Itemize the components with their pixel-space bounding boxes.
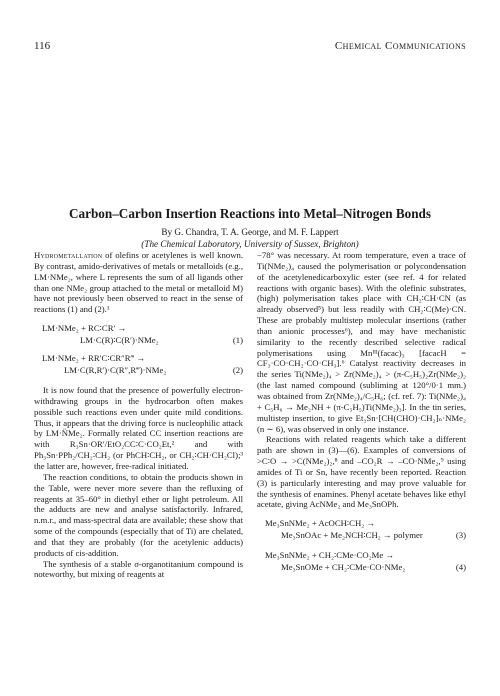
equation-1-number: (1): [232, 335, 243, 346]
equation-1-line-2: LM·C(R)∶C(R′)·NMe₂ (1): [80, 335, 243, 346]
equation-3-number: (3): [455, 530, 466, 541]
equation-2-line-1: LM·NMe₂ + RR′C∶CR″R‴ →: [42, 353, 146, 364]
equation-4-number: (4): [455, 562, 466, 573]
article-title: Carbon–Carbon Insertion Reactions into Metal–Nitrogen Bonds: [68, 206, 432, 221]
equation-3-line-2: Me₃SnOAc + Me₂NCH∶CH₂ → polymer (3): [281, 530, 466, 541]
article-affiliation: (The Chemical Laboratory, University of Sussex, Brighton): [141, 239, 359, 249]
article-heading: [34, 206, 466, 249]
page-header: [34, 40, 466, 56]
intro-lead-word: Hydrometallation: [34, 250, 103, 260]
article-authors: By G. Chandra, T. A. George, and M. F. Lappert: [161, 227, 339, 237]
equation-4-line-2: Me₃SnOMe + CH₂∶CMe·CO·NMe₂ (4): [281, 562, 466, 573]
paragraph-4: The synthesis of a stable σ-organotitanium compound is noteworthy, but mixing of reagents at: [34, 558, 243, 580]
paragraph-2: It is now found that the presence of powerfully electron-withdrawing groups in the hydrocarbon often makes possible such reactions even under quite mild conditions. Thus, it appears that the driving force is nucleophilic attack by LM·N̈Me₂. Formally related CC insertion reactions are with R₃Sn·OR′/EtO₂CC∶C·CO₂Et,² and with Ph₃Sn·PPh₂/CH₂∶CH₂ (or PhCH∶CH₂, or CH₂∶CH·CH₂Cl);³ the latter are, however, free-radical initiated.: [34, 385, 243, 471]
journal-name: Chemical Communications: [334, 40, 466, 52]
equation-4-line-1: Me₃SnNMe₂ + CH₂∶CMe·CO₂Me →: [265, 550, 395, 561]
paragraph-continued: −78° was necessary. At room temperature, even a trace of Ti(NMe₂)₄ caused the polymerisation or polycondensation of the acetylenedicarboxylic ester (see ref. 4 for related reactions with organic bases). With the olefinic substrates, (high) polymerisation takes place with CH₂∶CH·CN (as already observed⁵) but less readily with CH₂∶C(Me)·CN. These are probably multistep molecular insertions (rather than anionic processes⁶), and may have mechanistic similarity to the recently described selective radical polymerisations using Mnᴵᴵᴵ(facac)₃ [facacH = CF₃·CO·CH₂·CO·CH₃].⁶ Catalyst reactivity decreases in the series Ti(NMe₂)₄ > Zr(NMe₂)₄ > (π-C₅H₅)₂Zr(NMe₂)₂ (the last named compound (subliming at 120°/0·1 mm.) was obtained from Zr(NMe₂)₄/C₅H₆; (cf. ref. 7): Ti(NMe₂)₄ + C₅H₆ → Me₂NH + (π-C₅H₅)Ti(NMe₂)₃]. In the tin series, multistep insertion, to give Et₃Sn·[CH(CHO)·CH₂]ₙ·NMe₂ (n ∼ 6), was observed in only one instance.: [257, 250, 466, 434]
equation-1-line-1: LM·NMe₂ + RC∶CR′ →: [42, 323, 127, 334]
left-column: [34, 250, 243, 580]
equation-3-line-1: Me₃SnNMe₂ + AcOCH∶CH₂ →: [265, 518, 376, 529]
equation-2-number: (2): [232, 365, 243, 376]
paragraph-3: The reaction conditions, to obtain the products shown in the Table, were never more severe than the refluxing of reagents at 35–60° in diethyl ether or light petroleum. All the adducts are new and analyse satisfactorily. Infrared, n.m.r., and mass-spectral data are available; these show that some of the compounds (especially that of Ti) are chelated, and that they are probably (for the acetylenic adducts) products of cis-addition.: [34, 471, 243, 558]
right-column: [257, 250, 466, 574]
page-number: 116: [34, 40, 51, 52]
paragraph-intro: [34, 250, 243, 315]
paragraph-reactions: Reactions with related reagents which take a different path are shown in (3)—(6). Examples of conversions of >C∶O → >C(NMe₂)₂,⁸ and –CO₂R → –CO·NMe₂,⁹ using amides of Ti or Sn, have recently been reported. Reaction (3) is particularly interesting and may prove valuable for the synthesis of enamines. Phenyl acetate behaves like ethyl acetate, giving AcNMe₂ and Me₃SnOPh.: [257, 434, 466, 510]
equation-2-line-2: LM·C(R,R′)·C(R″,R‴)·NMe₂ (2): [64, 365, 243, 376]
intro-text: of olefins or acetylenes is well known. By contrast, amido-derivatives of metals or metalloids (e.g., LM·NMe₂, where L represents the sum of all ligands other than one NMe₂ group attached to the metal or metalloid M) have not previously been observed to react in the sense of reactions (1) and (2).¹: [34, 250, 243, 315]
